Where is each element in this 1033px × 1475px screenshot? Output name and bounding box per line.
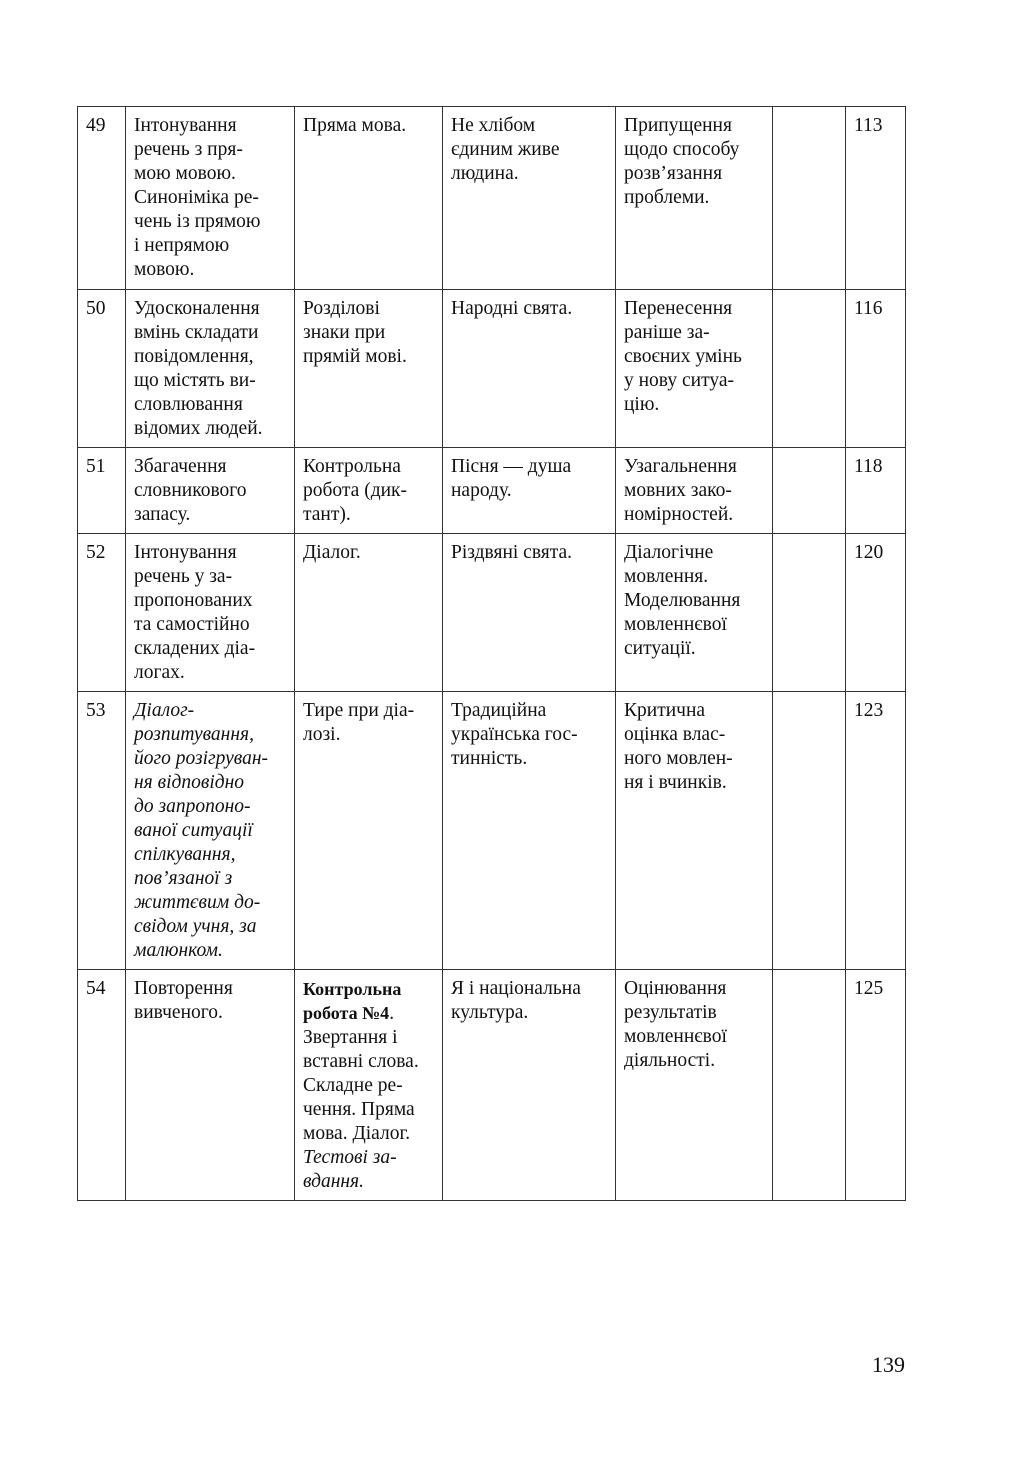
textbook-page: 120 (846, 534, 906, 692)
grammar-topic: Контрольна робота №4. Звертання і вставні слова. Складне ре- чення. Пряма мова. Діалог. Тестові за- вдання. (295, 970, 443, 1201)
textbook-page: 118 (846, 448, 906, 534)
skills: Діалогічне мовлення. Моделювання мовленнєвої ситуації. (616, 534, 773, 692)
table-row (78, 290, 906, 448)
table-row (78, 692, 906, 970)
lesson-number: 51 (78, 448, 126, 534)
lesson-topic: Удосконалення вмінь складати повідомлення, що містять ви- словлювання відомих людей. (126, 290, 295, 448)
grammar-topic: Тире при діа- лозі. (295, 692, 443, 970)
lesson-plan-table (77, 106, 906, 1201)
lesson-topic: Діалог- розпитування, його розігруван- ня відповідно до запропоно- ваної ситуації спілкування, пов’язаної з життєвим до- свідом учня, за малюнком. (126, 692, 295, 970)
table-row (78, 534, 906, 692)
lesson-number: 50 (78, 290, 126, 448)
skills: Перенесення раніше за- своєних умінь у нову ситуа- цію. (616, 290, 773, 448)
page-number: 139 (872, 1352, 905, 1377)
table-row (78, 448, 906, 534)
empty-cell (773, 290, 846, 448)
theme: Я і національна культура. (443, 970, 616, 1201)
skills: Оцінювання результатів мовленнєвої діяльності. (616, 970, 773, 1201)
skills: Критична оцінка влас- ного мовлен- ня і вчинків. (616, 692, 773, 970)
theme: Не хлібом єдиним живе людина. (443, 107, 616, 290)
lesson-number: 52 (78, 534, 126, 692)
table-row (78, 107, 906, 290)
empty-cell (773, 107, 846, 290)
grammar-topic: Діалог. (295, 534, 443, 692)
lesson-number: 53 (78, 692, 126, 970)
grammar-topic: Контрольна робота (дик- тант). (295, 448, 443, 534)
table-row (78, 970, 906, 1201)
skills: Узагальнення мовних зако- номірностей. (616, 448, 773, 534)
skills: Припущення щодо способу розв’язання проблеми. (616, 107, 773, 290)
lesson-number: 49 (78, 107, 126, 290)
lesson-number: 54 (78, 970, 126, 1201)
theme: Пісня — душа народу. (443, 448, 616, 534)
theme: Традиційна українська гос- тинність. (443, 692, 616, 970)
lesson-topic: Інтонування речень з пря- мою мовою. Синоніміка ре- чень із прямою і непрямою мовою. (126, 107, 295, 290)
theme: Народні свята. (443, 290, 616, 448)
textbook-page: 113 (846, 107, 906, 290)
empty-cell (773, 692, 846, 970)
textbook-page: 116 (846, 290, 906, 448)
lesson-topic: Повторення вивченого. (126, 970, 295, 1201)
lesson-topic: Збагачення словникового запасу. (126, 448, 295, 534)
grammar-topic: Розділові знаки при прямій мові. (295, 290, 443, 448)
theme: Різдвяні свята. (443, 534, 616, 692)
empty-cell (773, 970, 846, 1201)
textbook-page: 125 (846, 970, 906, 1201)
lesson-topic: Інтонування речень у за- пропонованих та самостійно складених діа- логах. (126, 534, 295, 692)
empty-cell (773, 448, 846, 534)
empty-cell (773, 534, 846, 692)
grammar-topic: Пряма мова. (295, 107, 443, 290)
textbook-page: 123 (846, 692, 906, 970)
